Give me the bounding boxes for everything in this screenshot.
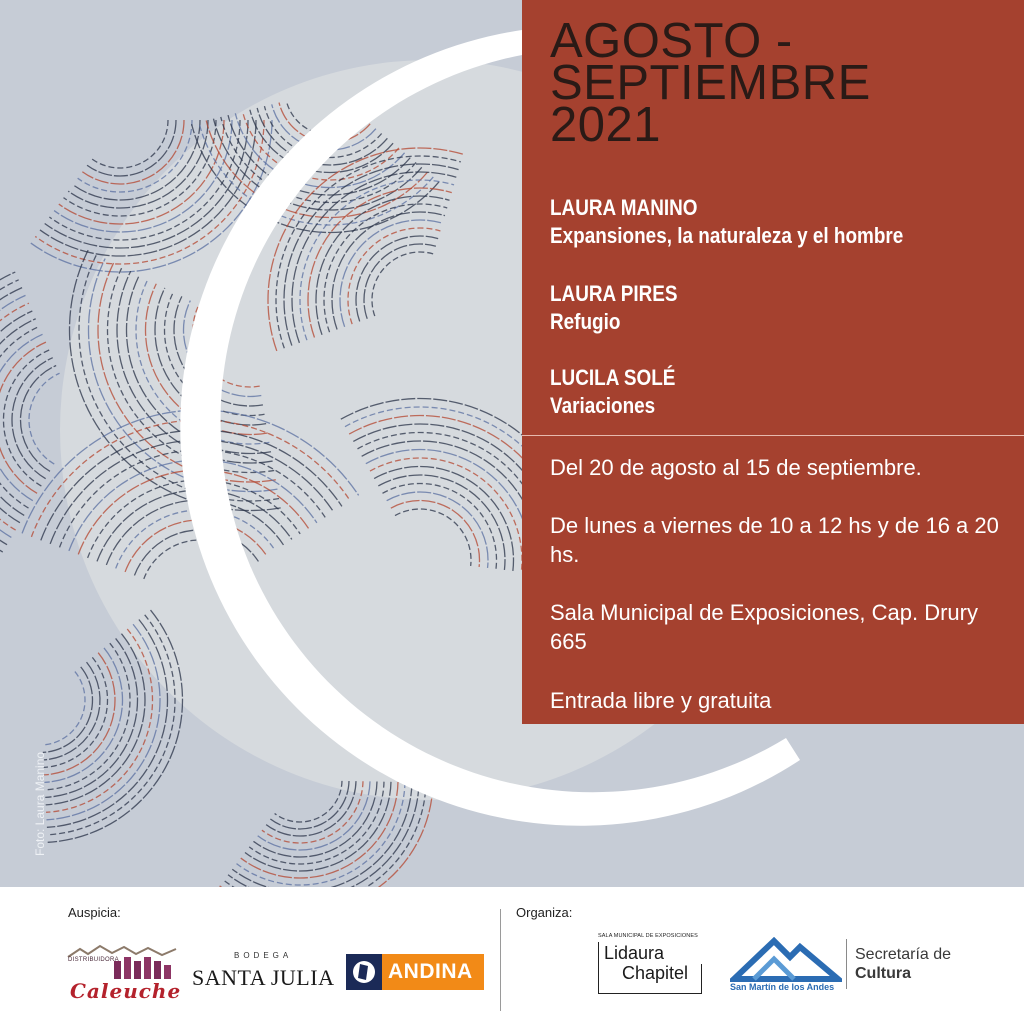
secretaria-cultura-logo	[855, 945, 951, 983]
santa-julia-small: BODEGA	[234, 951, 293, 960]
work-title: Expansiones, la naturaleza y el hombre	[550, 223, 904, 248]
title-line: 2021	[550, 98, 662, 152]
secretaria-line2: Cultura	[855, 965, 911, 982]
logo-separator	[846, 939, 847, 989]
andina-logo	[346, 954, 484, 990]
caleuche-logo	[66, 943, 182, 1003]
dates-text: Del 20 de agosto al 15 de septiembre.	[550, 455, 922, 480]
sala-line2: Chapitel	[622, 963, 689, 983]
title-line: AGOSTO -	[550, 14, 793, 68]
hours-text: De lunes a viernes de 10 a 12 hs y de 16 a 20 hs.	[550, 513, 999, 567]
mountain-icon	[730, 937, 842, 983]
santa-julia-name: SANTA JULIA	[192, 965, 335, 990]
andina-name: ANDINA	[388, 960, 473, 983]
footer-divider	[500, 909, 501, 1011]
mountain-icon	[66, 943, 178, 983]
santa-julia-logo	[192, 947, 340, 991]
exhibition-entry	[550, 280, 678, 336]
info-panel	[522, 0, 1024, 724]
exhibition-period-title	[550, 14, 1010, 152]
municipio-name: San Martín de los Andes	[730, 982, 835, 992]
san-martin-logo	[730, 937, 842, 999]
caleuche-small: DISTRIBUIDORA	[68, 957, 119, 963]
venue-text: Sala Municipal de Exposiciones, Cap. Drury 665	[550, 600, 978, 654]
sala-small: SALA MUNICIPAL DE EXPOSICIONES	[598, 933, 698, 939]
exhibition-entry	[550, 194, 903, 250]
divider	[522, 435, 1024, 436]
entry-text: Entrada libre y gratuita	[550, 688, 772, 713]
sponsors-label: Auspicia:	[68, 905, 121, 920]
title-line: SEPTIEMBRE	[550, 56, 871, 110]
organizers-label: Organiza:	[516, 905, 573, 920]
work-title: Variaciones	[550, 393, 656, 418]
sala-line1: Lidaura	[604, 943, 665, 963]
andina-mark-icon	[346, 954, 382, 990]
photo-credit: Foto: Laura Manino	[33, 751, 47, 856]
secretaria-line1: Secretaría de	[855, 946, 952, 963]
sala-lidaura-chapitel-logo	[596, 933, 704, 995]
work-title: Refugio	[550, 309, 621, 334]
artist-name: LAURA MANINO	[550, 195, 698, 220]
artist-name: LUCILA SOLÉ	[550, 365, 676, 390]
exhibition-entry	[550, 364, 675, 420]
caleuche-name: Caleuche	[70, 979, 182, 1003]
footer	[0, 887, 1024, 1024]
artist-name: LAURA PIRES	[550, 281, 678, 306]
